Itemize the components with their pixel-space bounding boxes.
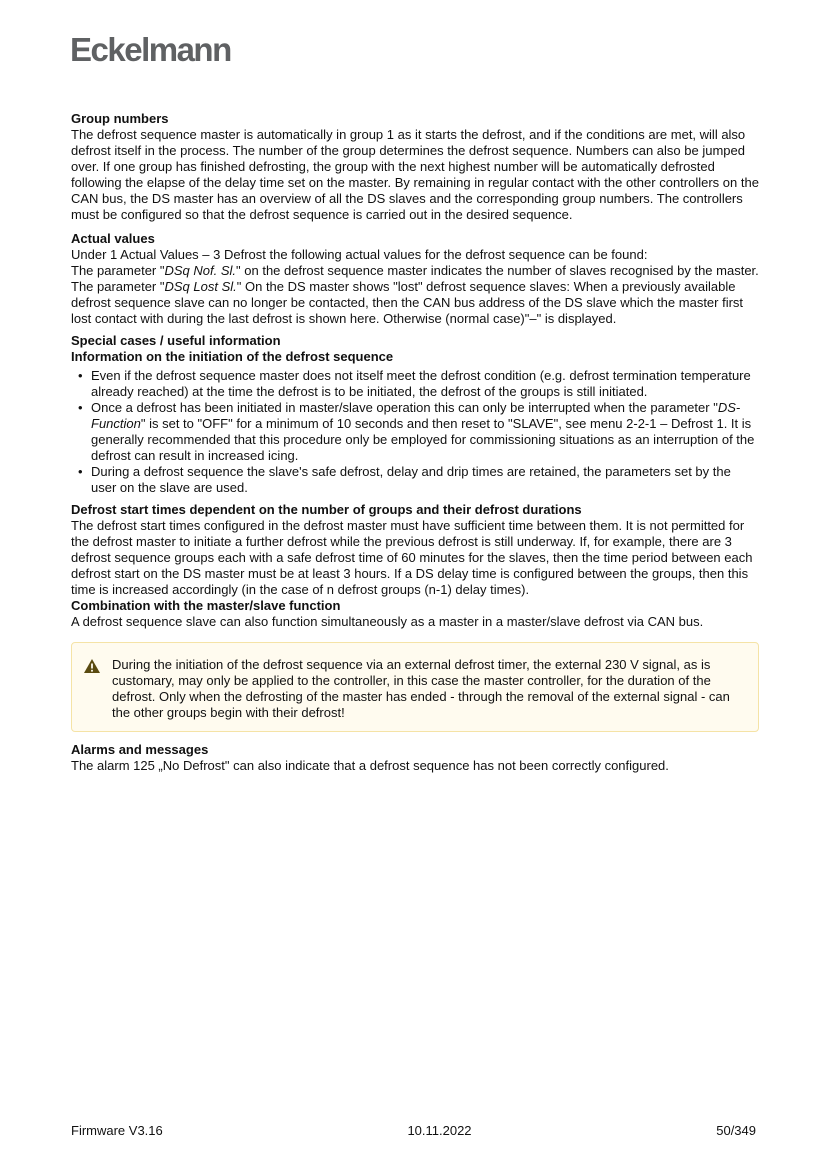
text: " is set to "OFF" for a minimum of 10 seconds and then reset to "SLAVE", see menu 2-2-1 – Defrost 1. It is generally recommended that this procedure only be employed for commissioning situations as an interruption of the defrost can result in increased icing. — [91, 416, 755, 463]
warning-text: During the initiation of the defrost sequence via an external defrost timer, the external 230 V signal, as is customary, may only be applied to the controller, in this case the master controller, for the duration of the defrost. Only when the defrosting of the master has ended - through the removal of the external signal - can the other groups begin with their defrost! — [112, 657, 730, 720]
heading-actual-values: Actual values — [71, 231, 155, 246]
content — [71, 111, 759, 774]
text: The parameter " — [71, 263, 165, 278]
list-item — [91, 400, 759, 464]
paragraph-actual-values-intro: Under 1 Actual Values – 3 Defrost the following actual values for the defrost sequence can be found: — [71, 247, 648, 262]
paragraph-actual-values — [71, 263, 759, 327]
text: Once a defrost has been initiated in master/slave operation this can only be interrupted when the parameter " — [91, 400, 718, 415]
paragraph-start-times: The defrost start times configured in the defrost master must have sufficient time between them. It is not permitted for the defrost master to initiate a further defrost while the previous defrost is still underway. If, for example, there are 3 defrost sequence groups each with a safe defrost time of 60 minutes for the slaves, then the time period between each defrost start on the DS master must be at least 3 hours. If a DS delay time is configured between the groups, then this time is increased accordingly (in the case of n defrost groups (n-1) delay times). — [71, 518, 753, 597]
paragraph-combination: A defrost sequence slave can also function simultaneously as a master in a master/slave defrost via CAN bus. — [71, 614, 704, 629]
param-dsq-nof-sl: DSq Nof. Sl. — [164, 263, 237, 278]
heading-group-numbers: Group numbers — [71, 111, 169, 126]
heading-initiation: Information on the initiation of the defrost sequence — [71, 349, 394, 364]
date: 10.11.2022 — [407, 1123, 472, 1138]
heading-special-cases: Special cases / useful information — [71, 333, 281, 348]
param-ds-function: DS-Function — [91, 400, 741, 431]
text: " on the defrost sequence master indicates the number of slaves recognised by the master. The parameter " — [71, 263, 759, 294]
paragraph-group-numbers: The defrost sequence master is automatically in group 1 as it starts the defrost, and if the conditions are met, will also defrost itself in the process. The number of the group determines the defrost sequence. Numbers can also be jumped over. If one group has finished defrosting, the group with the next highest number will be automatically defrosted following the elapse of the delay time set on the master. By remaining in regular contact with the other controllers on the CAN bus, the DS master has an overview of all the DS slaves and the corresponding group numbers. The controllers must be configured so that the defrost sequence is carried out in the desired sequence. — [71, 127, 759, 222]
warning-icon — [84, 659, 100, 673]
text: " On the DS master shows "lost" defrost sequence slaves: When a previously available defrost sequence slave can no longer be contacted, then the CAN bus address of the DS slave which the master first lost contact with during the last defrost is shown here. Otherwise (normal case)"–" is displayed. — [71, 279, 744, 326]
firmware-version: Firmware V3.16 — [71, 1123, 163, 1138]
paragraph-alarms: The alarm 125 „No Defrost" can also indicate that a defrost sequence has not been correctly configured. — [71, 758, 669, 773]
heading-combination: Combination with the master/slave function — [71, 598, 341, 613]
footer — [71, 1123, 756, 1139]
bullet-list — [71, 368, 759, 496]
list-item: • Even if the defrost sequence master does not itself meet the defrost condition (e.g. defrost termination temperature already reached) at the time the defrost is to be initiated, the defrost of the groups is still initiated. — [91, 368, 759, 400]
param-dsq-lost-sl: DSq Lost Sl. — [164, 279, 237, 294]
eckelmann-logo: Eckelmann — [70, 31, 231, 68]
heading-start-times: Defrost start times dependent on the number of groups and their defrost durations — [71, 502, 582, 517]
heading-alarms: Alarms and messages — [71, 742, 209, 757]
warning-note — [71, 642, 759, 732]
list-item: • During a defrost sequence the slave's safe defrost, delay and drip times are retained, the parameters set by the user on the slave are used. — [91, 464, 759, 496]
page-number: 50/349 — [716, 1123, 756, 1138]
